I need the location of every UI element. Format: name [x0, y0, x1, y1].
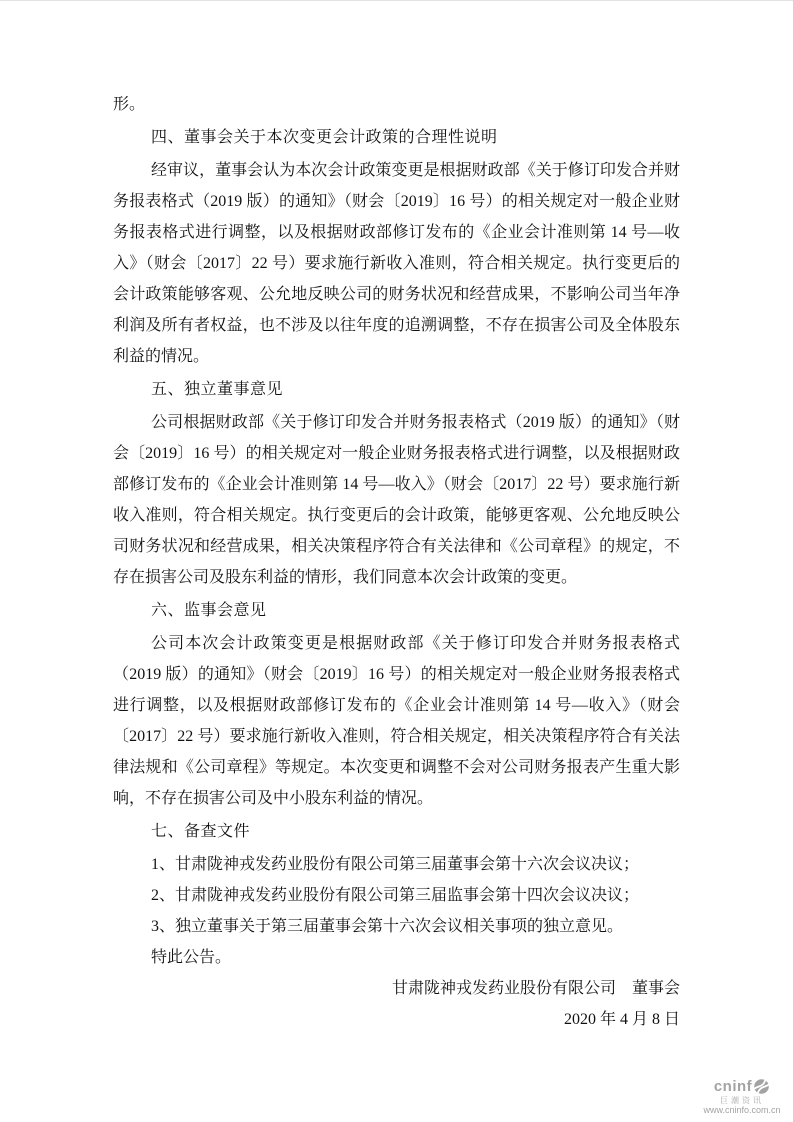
section-heading: 六、监事会意见	[151, 602, 267, 619]
cninfo-chinese-name: 巨潮资讯	[720, 1095, 764, 1105]
document-body	[113, 89, 680, 1035]
cninfo-swirl-icon	[753, 1078, 770, 1095]
list-item: 1、甘肃陇神戎发药业股份有限公司第三届董事会第十六次会议决议；	[151, 856, 640, 873]
paragraph: 公司本次会计政策变更是根据财政部《关于修订印发合并财务报表格式（2019 版）的通知》（财会〔2019〕16 号）的相关规定对一般企业财务报表格式进行调整，以及根据财政部修订发布的《企业会计准则第 14 号—收入》（财会〔2017〕22 号）要求施行新收入准则，符合相关规定，相关决策程序符合有关法律法规和《公司章程》等规定。本次变更和调整不会对公司财务报表产生重大影响，不存在损害公司及中小股东利益的情况。	[113, 635, 680, 807]
section-2	[113, 374, 680, 593]
company-signature: 甘肃陇神戎发药业股份有限公司 董事会	[391, 980, 680, 997]
cninfo-wordmark: cninf	[713, 1077, 753, 1095]
closing-line: 特此公告。	[151, 949, 232, 966]
section-3	[113, 595, 680, 814]
section-1	[113, 122, 680, 372]
paragraph: 经审议，董事会认为本次会计政策变更是根据财政部《关于修订印发合并财务报表格式（2019 版）的通知》（财会〔2019〕16 号）的相关规定对一般企业财务报表格式进行调整，以及根据财政部修订发布的《企业会计准则第 14 号—收入》（财会〔2017〕22 号）要求施行新收入准则，符合相关规定。执行变更后的会计政策能够客观、公允地反映公司的财务状况和经营成果，不影响公司当年净利润及所有者权益，也不涉及以往年度的追溯调整，不存在损害公司及全体股东利益的情况。	[113, 162, 680, 365]
section-heading: 七、备查文件	[151, 823, 251, 840]
list-item: 3、独立董事关于第三届董事会第十六次会议相关事项的独立意见。	[151, 918, 624, 935]
section-4	[113, 816, 680, 942]
previous-paragraph-tail: 形。	[113, 96, 146, 113]
section-heading: 四、董事会关于本次变更会计政策的合理性说明	[151, 129, 498, 146]
cninfo-url: www.cninfo.com.cn	[703, 1105, 781, 1116]
cninfo-watermark	[696, 1078, 788, 1116]
announcement-date: 2020 年 4 月 8 日	[563, 1011, 680, 1028]
list-item: 2、甘肃陇神戎发药业股份有限公司第三届监事会第十四次会议决议；	[151, 887, 640, 904]
section-heading: 五、独立董事意见	[151, 381, 284, 398]
sections	[113, 122, 680, 942]
cninfo-wordmark-row	[696, 1078, 788, 1095]
paragraph: 公司根据财政部《关于修订印发合并财务报表格式（2019 版）的通知》（财会〔2019〕16 号）的相关规定对一般企业财务报表格式进行调整，以及根据财政部修订发布的《企业会计准则第 14 号—收入》（财会〔2017〕22 号）要求施行新收入准则，符合相关规定。执行变更后的会计政策，能够更客观、公允地反映公司财务状况和经营成果，相关决策程序符合有关法律和《公司章程》的规定，不存在损害公司及股东利益的情形，我们同意本次会计政策的变更。	[113, 414, 680, 586]
